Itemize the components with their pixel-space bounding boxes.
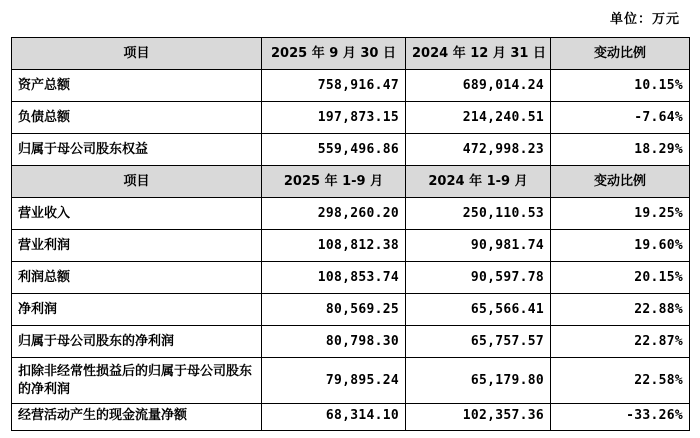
- change-ratio: 10.15%: [551, 70, 690, 102]
- value-2025: 108,812.38: [262, 230, 406, 262]
- value-2024: 65,179.80: [406, 358, 551, 404]
- column-header-date-2025: 2025 年 9 月 30 日: [262, 38, 406, 70]
- value-2025: 559,496.86: [262, 134, 406, 166]
- column-header-item: 项目: [12, 166, 262, 198]
- value-2025: 79,895.24: [262, 358, 406, 404]
- change-ratio: 22.88%: [551, 294, 690, 326]
- value-2024: 472,998.23: [406, 134, 551, 166]
- table-row: [12, 230, 690, 262]
- value-2024: 214,240.51: [406, 102, 551, 134]
- value-2024: 250,110.53: [406, 198, 551, 230]
- table-row: [12, 198, 690, 230]
- change-ratio: 19.60%: [551, 230, 690, 262]
- change-ratio: 20.15%: [551, 262, 690, 294]
- value-2024: 689,014.24: [406, 70, 551, 102]
- row-label: 利润总额: [12, 262, 262, 294]
- change-ratio: 22.87%: [551, 326, 690, 358]
- table-row: [12, 102, 690, 134]
- table-header-row: [12, 166, 690, 198]
- row-label: 归属于母公司股东的净利润: [12, 326, 262, 358]
- value-2024: 102,357.36: [406, 404, 551, 431]
- value-2025: 197,873.15: [262, 102, 406, 134]
- value-2025: 758,916.47: [262, 70, 406, 102]
- row-label: 营业利润: [12, 230, 262, 262]
- table-row: [12, 262, 690, 294]
- table-row: [12, 294, 690, 326]
- value-2025: 80,798.30: [262, 326, 406, 358]
- table-row: [12, 134, 690, 166]
- column-header-date-2024: 2024 年 12 月 31 日: [406, 38, 551, 70]
- row-label: 归属于母公司股东权益: [12, 134, 262, 166]
- change-ratio: 18.29%: [551, 134, 690, 166]
- change-ratio: -33.26%: [551, 404, 690, 431]
- table-row: [12, 326, 690, 358]
- value-2025: 108,853.74: [262, 262, 406, 294]
- value-2025: 68,314.10: [262, 404, 406, 431]
- column-header-change: 变动比例: [551, 38, 690, 70]
- table-row: [12, 404, 690, 431]
- row-label: 营业收入: [12, 198, 262, 230]
- table-row: [12, 70, 690, 102]
- row-label: 扣除非经常性损益后的归属于母公司股东的净利润: [12, 358, 262, 404]
- row-label: 负债总额: [12, 102, 262, 134]
- column-header-item: 项目: [12, 38, 262, 70]
- row-label: 净利润: [12, 294, 262, 326]
- change-ratio: 19.25%: [551, 198, 690, 230]
- value-2025: 298,260.20: [262, 198, 406, 230]
- table-row: [12, 358, 690, 404]
- column-header-period-2025: 2025 年 1-9 月: [262, 166, 406, 198]
- column-header-period-2024: 2024 年 1-9 月: [406, 166, 551, 198]
- table-header-row: [12, 38, 690, 70]
- change-ratio: -7.64%: [551, 102, 690, 134]
- value-2024: 65,757.57: [406, 326, 551, 358]
- row-label: 经营活动产生的现金流量净额: [12, 404, 262, 431]
- value-2024: 90,981.74: [406, 230, 551, 262]
- value-2024: 65,566.41: [406, 294, 551, 326]
- change-ratio: 22.58%: [551, 358, 690, 404]
- unit-label: 单位：万元: [609, 12, 680, 27]
- column-header-change: 变动比例: [551, 166, 690, 198]
- value-2025: 80,569.25: [262, 294, 406, 326]
- row-label: 资产总额: [12, 70, 262, 102]
- value-2024: 90,597.78: [406, 262, 551, 294]
- financial-table: [11, 37, 690, 431]
